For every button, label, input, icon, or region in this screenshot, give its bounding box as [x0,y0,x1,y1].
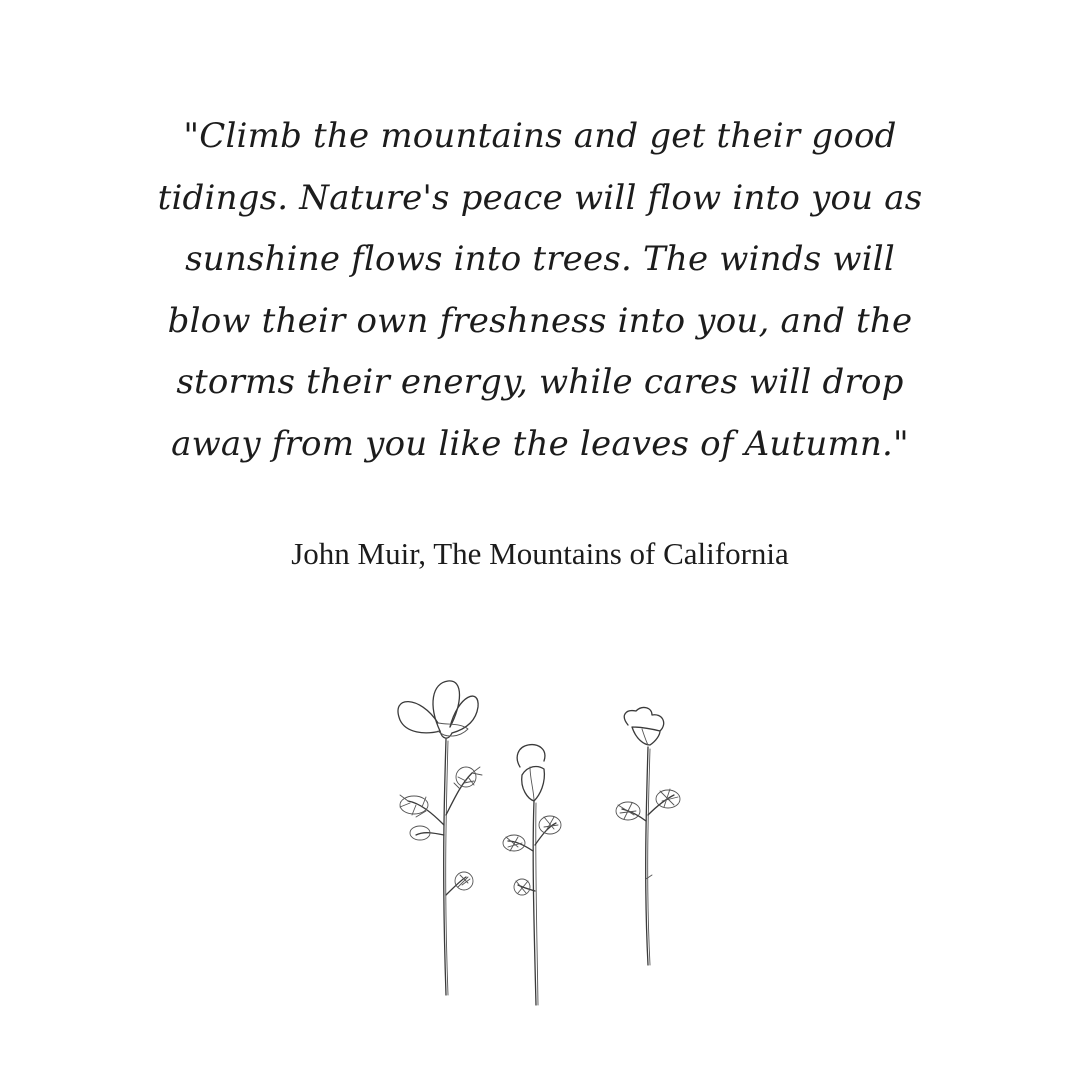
middle-poppy-bud [503,745,561,1005]
quote-line: "Climb the mountains and get their good [183,116,897,156]
quote-line: away from you like the leaves of Autumn." [171,423,909,464]
quote-line: blow their own freshness into you, and the [167,300,913,341]
quote-text [140,106,940,475]
left-poppy [398,681,482,995]
right-poppy [616,708,680,965]
quote-line: sunshine flows into trees. The winds will [185,239,895,279]
quote-line: storms their energy, while cares will drop [176,362,904,402]
quote-line: tidings. Nature's peace will flow into you as [157,177,923,218]
quote-attribution: John Muir, The Mountains of California [291,536,789,571]
poppy-flowers-illustration [380,665,710,1015]
